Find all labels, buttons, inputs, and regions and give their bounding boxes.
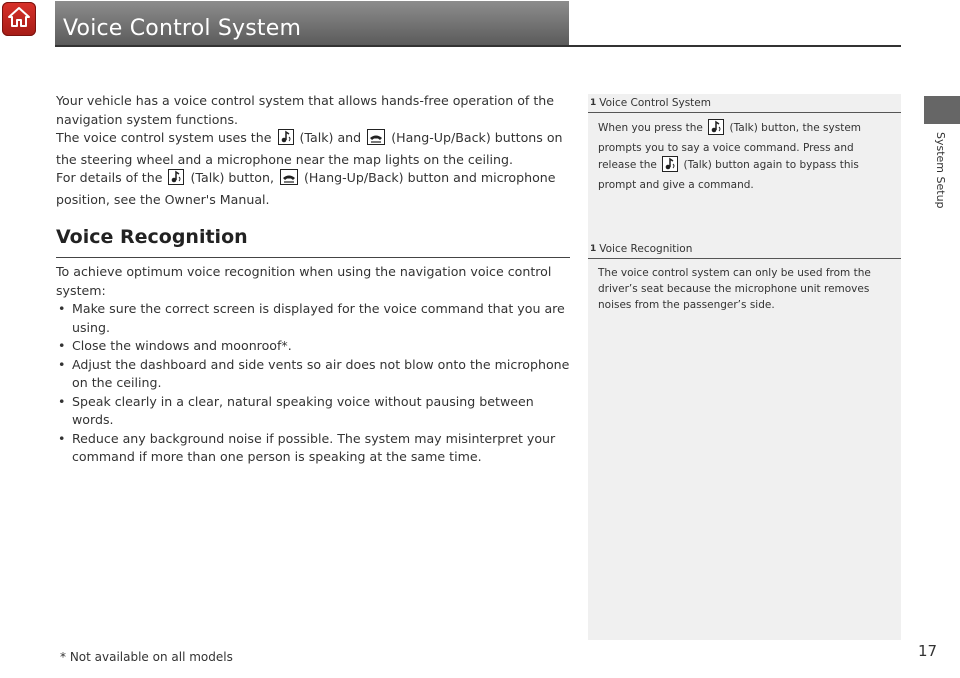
- talk-icon: [168, 169, 184, 191]
- intro-p2-part-b: (Talk) and: [299, 130, 362, 145]
- list-item: • Close the windows and moonroof*.: [56, 337, 570, 356]
- footnote: * Not available on all models: [60, 650, 233, 664]
- recognition-content: [56, 263, 570, 467]
- page-title: Voice Control System: [63, 16, 302, 41]
- note-marker: 1: [590, 98, 597, 108]
- intro-p3-part-b: (Talk) button,: [190, 170, 274, 185]
- note-body: [588, 113, 901, 193]
- intro-p3-part-a: For details of the: [56, 170, 163, 185]
- intro-paragraph-2: [56, 129, 570, 169]
- note-text-part-a: When you press the: [598, 122, 703, 134]
- talk-icon: [708, 119, 724, 140]
- section-heading: Voice Recognition: [56, 226, 248, 248]
- note-header: [588, 240, 901, 258]
- page-number: 17: [918, 642, 938, 660]
- sidebar-notes: [588, 94, 901, 640]
- hang-up-icon: [367, 129, 385, 151]
- note-body: The voice control system can only be used from the driver’s seat because the microphone unit removes noises from the passenger’s side.: [598, 267, 871, 311]
- list-item: • Reduce any background noise if possible. The system may misinterpret your command if more than one person is speaking at the same time.: [56, 430, 570, 467]
- recognition-tips-list: [56, 300, 570, 467]
- home-icon: [7, 6, 31, 32]
- note-voice-control-system: [588, 94, 901, 193]
- title-bar: [55, 1, 569, 45]
- section-tab-label: System Setup: [934, 132, 947, 209]
- note-marker: 1: [590, 244, 597, 254]
- intro-paragraph-3: [56, 169, 570, 209]
- list-item: • Speak clearly in a clear, natural speaking voice without pausing between words.: [56, 393, 570, 430]
- note-text-part-b: (Talk) button, the system prompts you to say a voice command. Press and release the: [598, 122, 862, 171]
- title-divider: [55, 45, 901, 47]
- talk-icon: [662, 156, 678, 177]
- note-header: [588, 94, 901, 112]
- section-divider: [56, 257, 570, 258]
- intro-p2-part-c: (Hang-Up/Back) buttons on the steering wheel and a microphone near the map lights on the ceiling.: [56, 130, 563, 167]
- hang-up-icon: [280, 169, 298, 191]
- intro-p2-part-a: The voice control system uses the: [56, 130, 272, 145]
- talk-icon: [278, 129, 294, 151]
- note-title: Voice Recognition: [599, 243, 693, 255]
- intro-text: [56, 92, 570, 209]
- intro-p3-part-c: (Hang-Up/Back) button and microphone position, see the Owner's Manual.: [56, 170, 556, 207]
- home-button[interactable]: [2, 2, 36, 36]
- list-item: • Adjust the dashboard and side vents so air does not blow onto the microphone on the ceiling.: [56, 356, 570, 393]
- list-item: • Make sure the correct screen is displayed for the voice command that you are using.: [56, 300, 570, 337]
- note-voice-recognition: [588, 240, 901, 313]
- intro-paragraph-1: Your vehicle has a voice control system that allows hands-free operation of the navigation system functions.: [56, 93, 555, 127]
- note-title: Voice Control System: [599, 97, 711, 109]
- note-text-part-c: (Talk) button again to bypass this prompt and give a command.: [598, 159, 859, 191]
- recognition-lead: To achieve optimum voice recognition when using the navigation voice control system:: [56, 264, 552, 298]
- section-tab[interactable]: [924, 96, 960, 124]
